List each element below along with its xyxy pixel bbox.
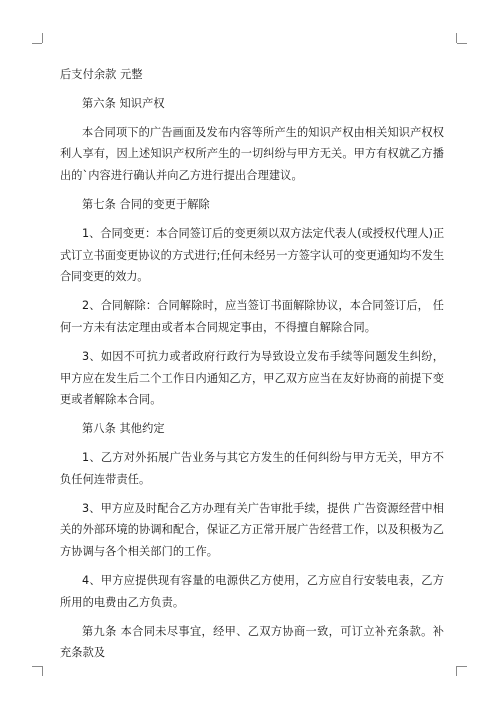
- heading-article-6: 第六条 知识产权: [82, 96, 165, 110]
- heading-article-8: 第八条 其他约定: [82, 422, 165, 436]
- paragraph-force-majeure: 3、如因不可抗力或者政府行政行为导致设立发布手续等问题发生纠纷，甲方应在发生后二个工作日内通知乙方，甲乙双方应当在友好协商的前提下变更或者解除本合同。: [60, 349, 444, 407]
- paragraph-other-3: 3、甲方应及时配合乙方办理有关广告审批手续，提供 广告资源经营中相关的外部环境的协调和配合，保证乙方正常开展广告经营工作，以及积极为乙方协调与各个相关部门的工作。: [60, 501, 444, 559]
- paragraph-ip: 本合同项下的广告画面及发布内容等所产生的知识产权由相关知识产权权利人享有，因上述知识产权所产生的一切纠纷与甲方无关。甲方有权就乙方播出的`内容进行确认并向乙方进行提出合理建议。: [60, 125, 444, 183]
- heading-article-7: 第七条 合同的变更于解除: [82, 197, 210, 211]
- paragraph-contract-change: 1、合同变更：本合同签订后的变更须以双方法定代表人(或授权代理人)正式订立书面变更协议的方式进行;任何未经另一方签字认可的变更通知均不发生合同变更的效力。: [60, 226, 444, 284]
- paragraph-article-9: 第九条 本合同未尽事宜，经甲、乙双方协商一致，可订立补充条款。补充条款及: [60, 624, 444, 660]
- paragraph-other-1: 1、乙方对外拓展广告业务与其它方发生的任何纠纷与甲方无关，甲方不负任何连带责任。: [60, 450, 444, 486]
- document-body: [60, 64, 444, 664]
- paragraph-other-4: 4、甲方应提供现有容量的电源供乙方使用，乙方应自行安装电表，乙方所用的电费由乙方负责。: [60, 573, 444, 609]
- paragraph-contract-termination: 2、合同解除：合同解除时，应当签订书面解除协议，本合同签订后， 任何一方未有法定理由或者本合同规定事由，不得擅自解除合同。: [60, 299, 444, 334]
- paragraph-payment: 后支付余款 元整: [60, 68, 143, 81]
